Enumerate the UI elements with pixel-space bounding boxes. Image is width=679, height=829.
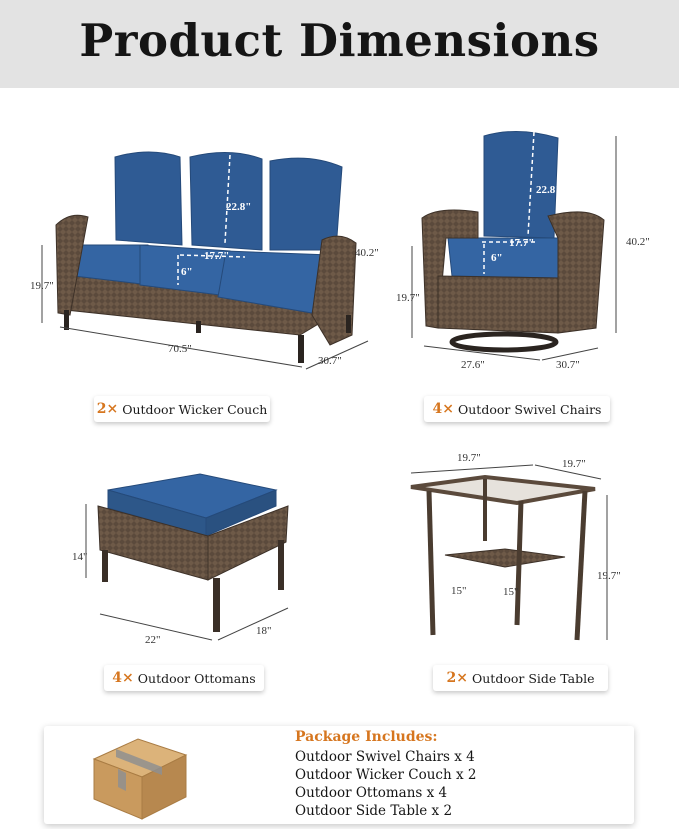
ottoman-depth: 18" (256, 625, 272, 637)
ottoman-image (80, 470, 310, 650)
table-top-depth: 19.7" (562, 458, 586, 470)
package-item-couch: Outdoor Wicker Couch x 2 (295, 767, 477, 783)
couch-seat-depth: 17.7" (204, 250, 230, 262)
couch-image (30, 145, 370, 375)
couch-label-text: Outdoor Wicker Couch (122, 401, 268, 417)
ottoman-label-text: Outdoor Ottomans (137, 670, 256, 686)
table-height: 19.7" (597, 570, 621, 582)
swivel-width: 27.6" (461, 359, 485, 371)
table-label (433, 665, 608, 691)
swivel-qty: 4× (432, 401, 454, 417)
couch-label (94, 396, 270, 422)
package-item-ottomans: Outdoor Ottomans x 4 (295, 785, 448, 801)
couch-qty: 2× (96, 401, 119, 417)
cardboard-box-icon (90, 733, 190, 821)
package-item-swivel: Outdoor Swivel Chairs x 4 (295, 749, 475, 765)
package-item-table: Outdoor Side Table x 2 (295, 803, 453, 819)
swivel-seat-height: 19.7" (396, 292, 420, 304)
swivel-label-text: Outdoor Swivel Chairs (458, 401, 602, 417)
table-shelf-width: 15" (451, 585, 467, 597)
swivel-height: 40.2" (626, 236, 650, 248)
couch-seat-height: 19.7" (30, 280, 54, 292)
swivel-back-height: 22.8" (536, 184, 562, 196)
swivel-cushion-thickness: 6" (491, 252, 503, 264)
swivel-chair-image (408, 128, 628, 376)
table-qty: 2× (446, 670, 468, 686)
ottoman-label (104, 665, 264, 691)
table-top-width: 19.7" (457, 452, 481, 464)
side-table-image (405, 455, 635, 655)
ottoman-height: 14" (72, 551, 88, 563)
table-label-text: Outdoor Side Table (472, 670, 595, 686)
swivel-depth: 30.7" (556, 359, 580, 371)
couch-cushion-thickness: 6" (181, 266, 193, 278)
ottoman-qty: 4× (112, 670, 134, 686)
swivel-seat-depth: 17.7" (509, 237, 535, 249)
table-shelf-depth: 15" (503, 586, 519, 598)
couch-depth: 30.7" (318, 355, 342, 367)
header-banner (0, 0, 679, 88)
ottoman-width: 22" (145, 634, 161, 646)
couch-width: 70.5" (168, 343, 192, 355)
page-title: Product Dimensions (79, 14, 600, 67)
package-title: Package Includes: (295, 729, 438, 745)
couch-back-height: 22.8" (226, 201, 252, 213)
couch-height: 40.2" (355, 247, 379, 259)
swivel-label (424, 396, 610, 422)
